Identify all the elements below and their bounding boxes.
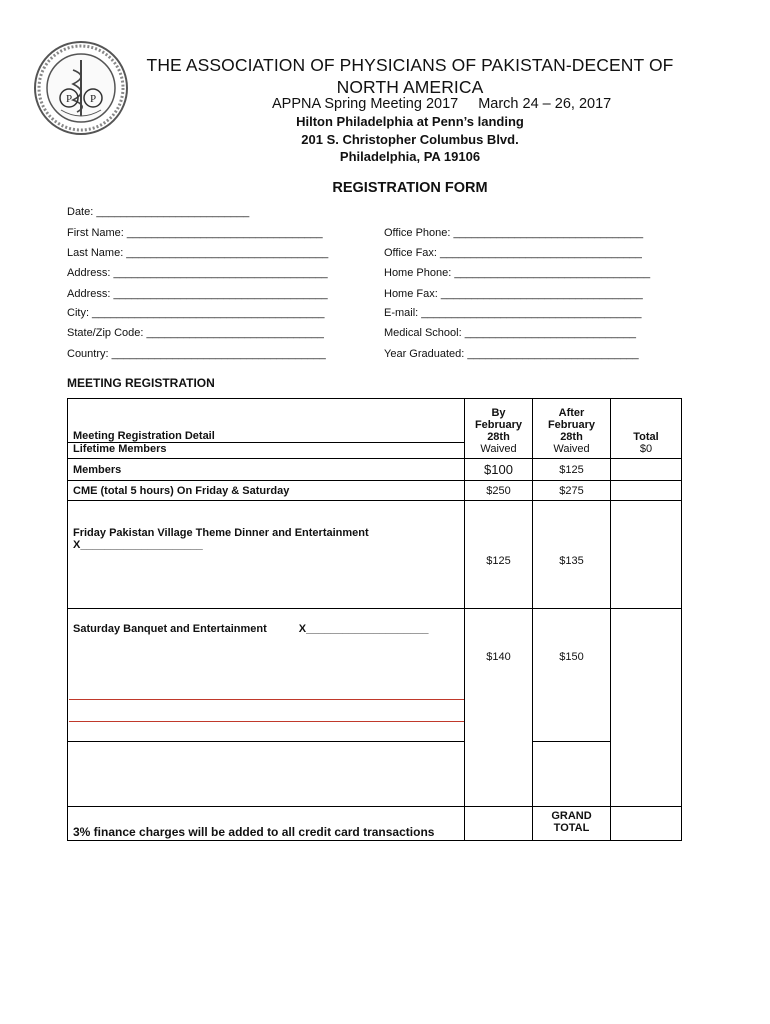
venue-name: Hilton Philadelphia at Penn’s landing: [296, 114, 524, 129]
lifetime-total[interactable]: $0: [611, 443, 682, 459]
office-fax-field[interactable]: Office Fax: _________________________________: [384, 247, 642, 259]
table-row: [68, 501, 682, 609]
venue-street: 201 S. Christopher Columbus Blvd.: [301, 131, 519, 147]
total-header: [611, 399, 682, 443]
appna-seal-logo: [33, 40, 129, 136]
venue-block: [220, 113, 600, 166]
table-row: [68, 742, 682, 807]
grand-total-value-cell[interactable]: [611, 807, 682, 841]
friday-total-cell[interactable]: [611, 501, 682, 609]
table-row: [68, 459, 682, 481]
blank-entry-cell: [68, 742, 465, 807]
medical-school-field[interactable]: Medical School: ____________________________: [384, 327, 637, 339]
svg-text:P: P: [89, 93, 97, 105]
grand-total-label: [533, 807, 611, 841]
red-rule-2: [69, 721, 464, 722]
after-header-l1: After: [558, 406, 585, 419]
members-by-price: $100: [465, 459, 533, 481]
city-field[interactable]: City: ______________________________________: [67, 307, 325, 319]
detail-header-label: Meeting Registration Detail: [73, 430, 215, 442]
lifetime-members-label: Lifetime Members: [68, 443, 465, 459]
table-row: [68, 481, 682, 501]
meeting-dates: March 24 – 26, 2017: [478, 96, 612, 112]
after-feb-header: [533, 399, 611, 443]
friday-by-price: $125: [465, 501, 533, 609]
lifetime-by-price: Waived: [465, 443, 533, 459]
table-row: [68, 443, 682, 459]
address1-field[interactable]: Address: ___________________________________: [67, 267, 328, 279]
meeting-registration-heading: MEETING REGISTRATION: [67, 376, 215, 390]
address2-field[interactable]: Address: ___________________________________: [67, 288, 328, 300]
saturday-total-cell[interactable]: [611, 609, 682, 742]
cme-by-price: $250: [465, 481, 533, 501]
association-title: THE ASSOCIATION OF PHYSICIANS OF PAKISTAN-DECENT OF NORTH AMERICA: [146, 55, 674, 97]
friday-after-price: $135: [533, 501, 611, 609]
members-after-price: $125: [533, 459, 611, 481]
meeting-line: [272, 96, 611, 112]
registration-table: [67, 398, 682, 841]
country-field[interactable]: Country: ___________________________________: [67, 348, 326, 360]
red-rule-1: [69, 699, 464, 700]
cme-total-cell[interactable]: [611, 481, 682, 501]
cme-label: CME (total 5 hours) On Friday & Saturday: [68, 481, 465, 501]
home-fax-field[interactable]: Home Fax: _________________________________: [384, 288, 643, 300]
detail-header: [68, 399, 465, 443]
friday-dinner-label: Friday Pakistan Village Theme Dinner and Entertainment: [73, 527, 369, 539]
blank-total-cell: [611, 742, 682, 807]
total-header-label: Total: [633, 430, 659, 443]
office-phone-field[interactable]: Office Phone: _______________________________: [384, 227, 644, 239]
saturday-by-price: $140: [465, 609, 533, 742]
members-total-cell[interactable]: [611, 459, 682, 481]
grand-total-l2: TOTAL: [553, 822, 590, 834]
last-name-field[interactable]: Last Name: _________________________________: [67, 247, 329, 259]
by-header-l1: By: [491, 406, 506, 419]
after-header-l3: 28th: [560, 430, 583, 443]
email-field[interactable]: E-mail: ____________________________________: [384, 307, 642, 319]
meeting-name: APPNA Spring Meeting 2017: [272, 96, 459, 112]
cme-after-price: $275: [533, 481, 611, 501]
friday-dinner-count-line[interactable]: X____________________: [73, 539, 203, 551]
by-header-l3: 28th: [487, 430, 510, 443]
table-row: [68, 807, 682, 841]
by-feb-header: [465, 399, 533, 443]
svg-text:P: P: [65, 93, 73, 105]
home-phone-field[interactable]: Home Phone: ________________________________: [384, 267, 651, 279]
state-zip-field[interactable]: State/Zip Code: _____________________________: [67, 327, 324, 339]
saturday-banquet-count-line[interactable]: X____________________: [298, 623, 429, 635]
by-header-l2: February: [474, 418, 523, 431]
grand-blank-cell: [465, 807, 533, 841]
date-field[interactable]: Date: _________________________: [67, 206, 250, 218]
blank-after-cell: [533, 742, 611, 807]
first-name-field[interactable]: First Name: ________________________________: [67, 227, 323, 239]
finance-note: 3% finance charges will be added to all credit card transactions: [68, 807, 465, 841]
lifetime-after-price: Waived: [533, 443, 611, 459]
friday-dinner-cell: [68, 501, 465, 609]
venue-city: Philadelphia, PA 19106: [339, 149, 481, 164]
after-header-l2: February: [547, 418, 596, 431]
saturday-after-price: $150: [533, 609, 611, 742]
year-graduated-field[interactable]: Year Graduated: ____________________________: [384, 348, 639, 360]
blank-by-cell: [465, 742, 533, 807]
members-label: Members: [68, 459, 465, 481]
table-header-row: [68, 399, 682, 443]
grand-total-l1: GRAND: [551, 810, 592, 822]
saturday-banquet-label: Saturday Banquet and Entertainment: [73, 623, 267, 635]
form-title: REGISTRATION FORM: [332, 180, 488, 196]
